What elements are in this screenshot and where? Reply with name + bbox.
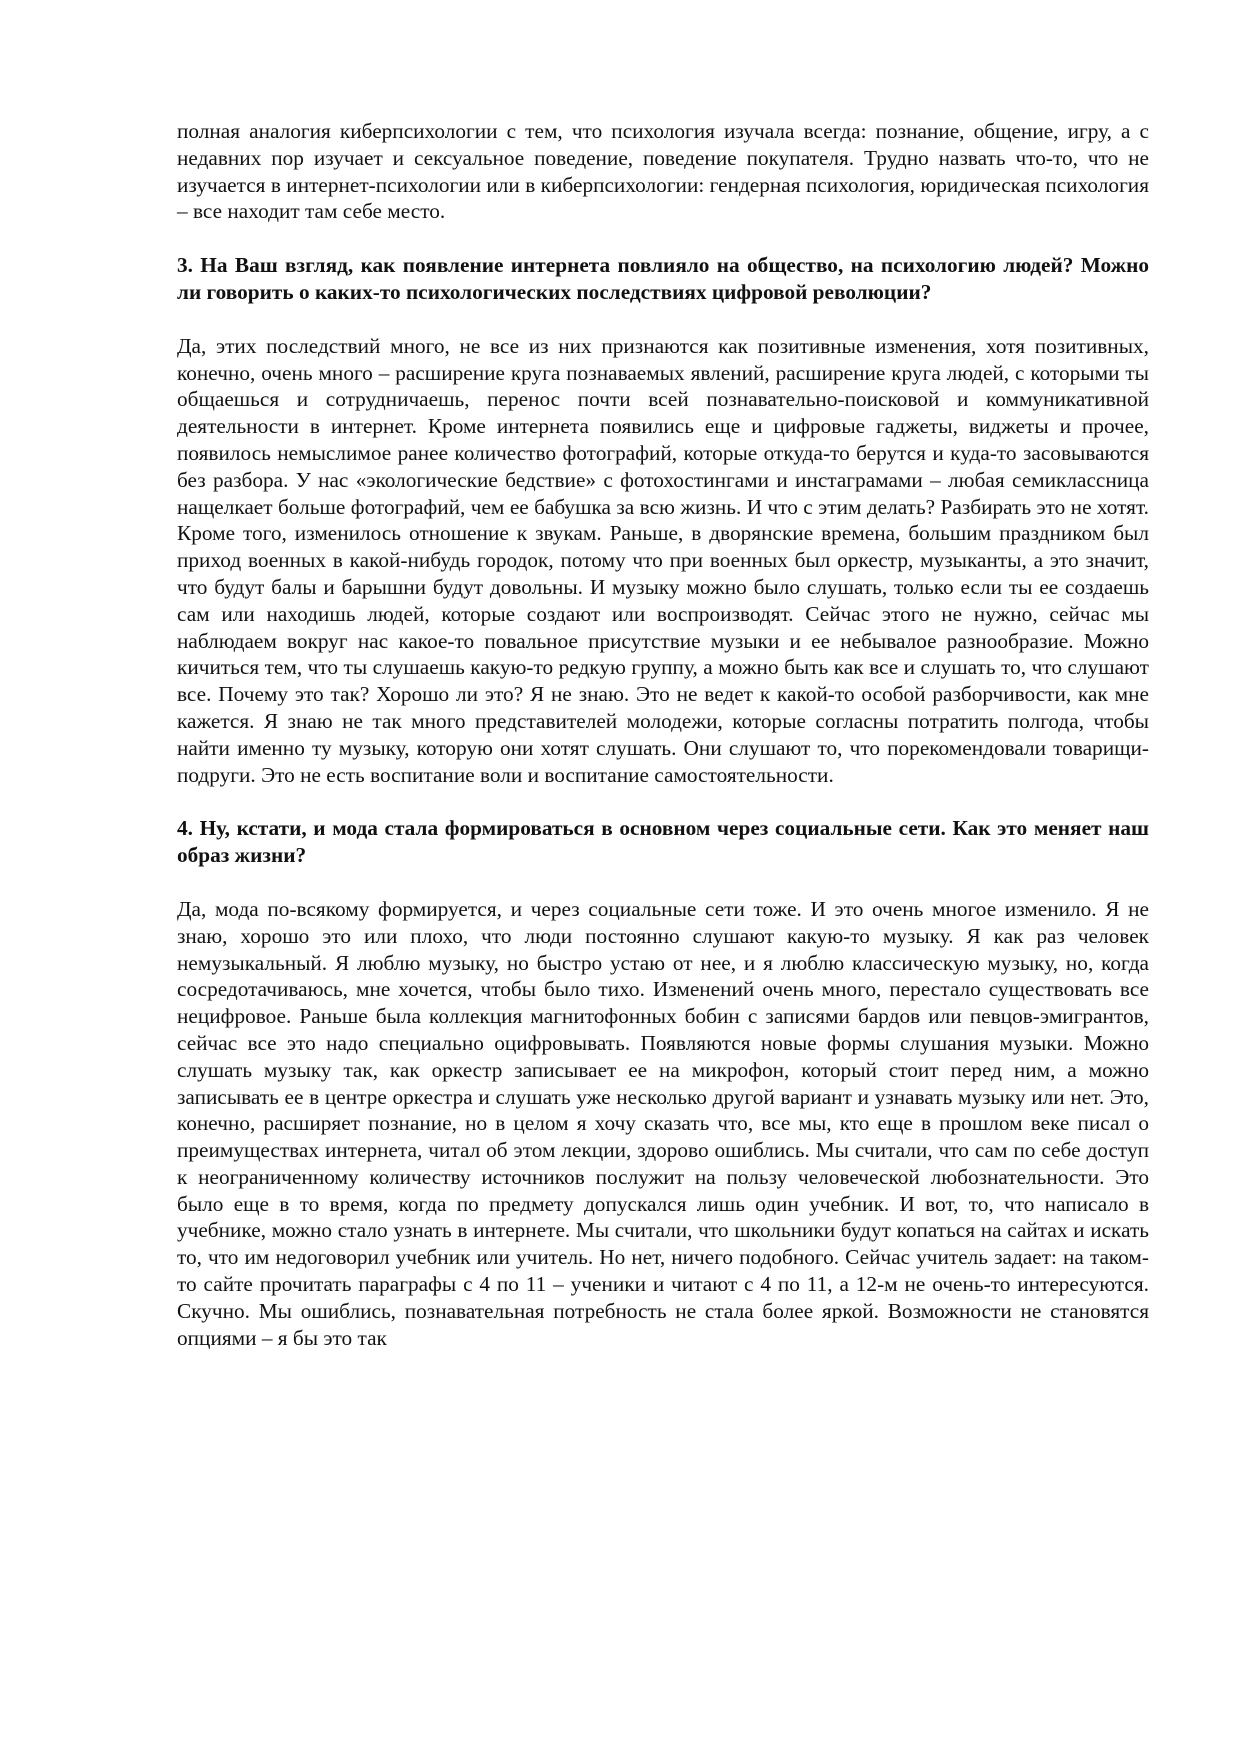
document-page (177, 118, 1149, 1351)
answer-3-paragraph: Да, этих последствий много, не все из них признаются как позитивные изменения, хотя позитивных, конечно, очень много – расширение круга познаваемых явлений, расширение круга людей, с которыми ты общаешься и сотрудничаешь, перенос почти всей познавательно-поисковой и коммуникативной деятельности в интернет. Кроме интернета появились еще и цифровые гаджеты, виджеты и прочее, появилось немыслимое ранее количество фотографий, которые откуда-то берутся и куда-то засовываются без разбора. У нас «экологические бедствие» с фотохостингами и инстаграмами – любая семиклассница нащелкает больше фотографий, чем ее бабушка за всю жизнь. И что с этим делать? Разбирать это не хотят. Кроме того, изменилось отношение к звукам. Раньше, в дворянские времена, большим праздником был приход военных в какой-нибудь городок, потому что при военных был оркестр, музыканты, а это значит, что будут балы и барышни будут довольны. И музыку можно было слушать, только если ты ее создаешь сам или находишь людей, которые создают или воспроизводят. Сейчас этого не нужно, сейчас мы наблюдаем вокруг нас какое-то повальное присутствие музыки и ее небывалое разнообразие. Можно кичиться тем, что ты слушаешь какую-то редкую группу, а можно быть как все и слушать то, что слушают все. Почему это так? Хорошо ли это? Я не знаю. Это не ведет к какой-то особой разборчивости, как мне кажется. Я знаю не так много представителей молодежи, которые согласны потратить полгода, чтобы найти именно ту музыку, которую они хотят слушать. Они слушают то, что порекомендовали товарищи-подруги. Это не есть воспитание воли и воспитание самостоятельности. (177, 333, 1149, 787)
answer-4-paragraph: Да, мода по-всякому формируется, и через социальные сети тоже. И это очень многое изменило. Я не знаю, хорошо это или плохо, что люди постоянно слушают какую-то музыку. Я как раз человек немузыкальный. Я люблю музыку, но быстро устаю от нее, и я люблю классическую музыку, но, когда сосредотачиваюсь, мне хочется, чтобы было тихо. Изменений очень много, перестало существовать все нецифровое. Раньше была коллекция магнитофонных бобин с записями бардов или певцов-эмигрантов, сейчас все это надо специально оцифровывать. Появляются новые формы слушания музыки. Можно слушать музыку так, как оркестр записывает ее на микрофон, который стоит перед ним, а можно записывать ее в центре оркестра и слушать уже несколько другой вариант и узнавать музыку или нет. Это, конечно, расширяет познание, но в целом я хочу сказать что, все мы, кто еще в прошлом веке писал о преимуществах интернета, читал об этом лекции, здорово ошиблись. Мы считали, что сам по себе доступ к неограниченному количеству источников послужит на пользу человеческой любознательности. Это было еще в то время, когда по предмету допускался лишь один учебник. И вот, то, что написало в учебнике, можно стало узнать в интернете. Мы считали, что школьники будут копаться на сайтах и искать то, что им недоговорил учебник или учитель. Но нет, ничего подобного. Сейчас учитель задает: на таком-то сайте прочитать параграфы с 4 по 11 – ученики и читают с 4 по 11, а 12-м не очень-то интересуются. Скучно. Мы ошиблись, познавательная потребность не стала более яркой. Возможности не становятся опциями – я бы это так (177, 896, 1149, 1350)
question-3-heading: 3. На Ваш взгляд, как появление интернета повлияло на общество, на психологию людей? Можно ли говорить о каких-то психологических последствиях цифровой революции? (177, 253, 1149, 304)
question-4-heading: 4. Ну, кстати, и мода стала формироваться в основном через социальные сети. Как это меняет наш образ жизни? (177, 816, 1149, 868)
paragraph-intro-continuation: полная аналогия киберпсихологии с тем, что психология изучала всегда: познание, общение, игру, а с недавних пор изучает и сексуальное поведение, поведение покупателя. Трудно назвать что-то, что не изучается в интернет-психологии или в киберпсихологии: гендерная психология, юридическая психология – все находит там себе место. (177, 119, 1149, 224)
